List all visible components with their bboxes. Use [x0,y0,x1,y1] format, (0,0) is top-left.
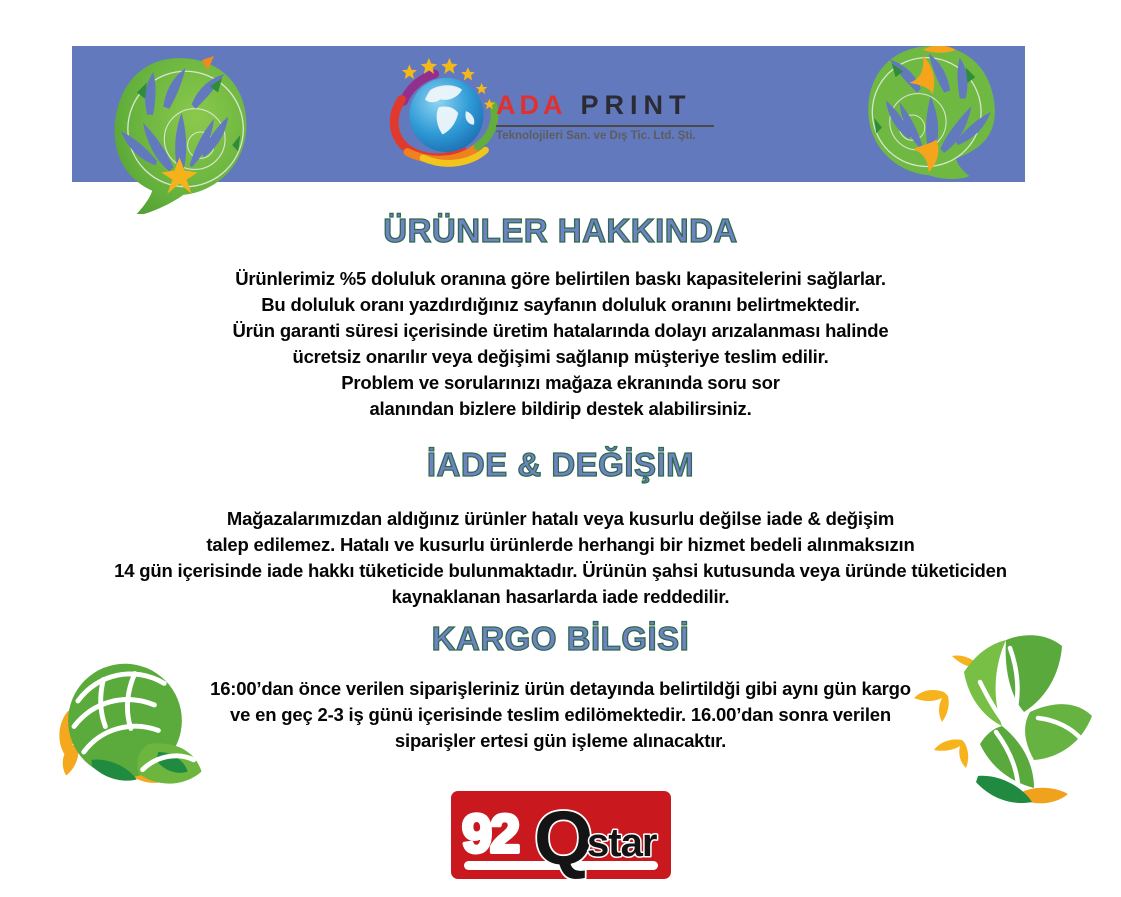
paragraph-line: Ürün garanti süresi içerisinde üretim hatalarında dolayı arızalanması halinde [232,320,889,341]
paragraph-line: alanından bizlere bildirip destek alabilirsiniz. [369,398,752,419]
leaf-bunch-bottom-right-icon [910,622,1100,822]
paragraph-about-products [0,266,1121,422]
leaf-ball-bottom-left-icon [40,650,208,802]
company-name [496,90,718,121]
paragraph-line: talep edilemez. Hatalı ve kusurlu ürünlerde herhangi bir hizmet bedeli alınmaksızın [206,534,915,555]
leaf-spiral-left-icon [90,52,268,214]
paragraph-line: siparişler ertesi gün işleme alınacaktır. [394,730,727,751]
company-logo-text [496,90,718,142]
paragraph-line: 14 gün içerisinde iade hakkı tüketicide bulunmaktadır. Ürünün şahsi kutusunda veya üründe tüketiciden [114,560,1007,581]
company-name-secondary: PRINT [580,90,692,120]
qstar-q-glyph: Q [534,796,594,880]
company-name-primary: ADA [496,90,567,120]
paragraph-line: 16:00’dan önce verilen siparişleriniz ürün detayında belirtildği gibi aynı gün kargo [210,678,911,699]
globe-with-stars-icon [384,58,506,172]
paragraph-line: ücretsiz onarılır veya değişimi sağlanıp müşteriye teslim edilir. [292,346,829,367]
company-subtitle: Teknolojileri San. ve Dış Tic. Ltd. Şti. [496,130,696,142]
qstar-star-text: star [587,821,657,865]
section-title-returns-exchange: İADE & DEĞİŞİM [426,446,695,483]
paragraph-returns-exchange [0,506,1121,610]
paragraph-line: Mağazalarımızdan aldığınız ürünler hatalı veya kusurlu değilse iade & değişim [226,508,895,529]
qstar-left-glyph: 92 [462,804,519,864]
paragraph-line: ve en geç 2-3 iş günü içerisinde teslim edilömektedir. 16.00’dan sonra verilen [230,704,891,725]
qstar-brand-logo [450,790,672,880]
logo-divider [496,125,714,127]
header-banner [72,46,1025,182]
section-title-about-products: ÜRÜNLER HAKKINDA [383,212,738,249]
section-title-shipping-info: KARGO BİLGİSİ [431,620,690,657]
paragraph-line: Ürünlerimiz %5 doluluk oranına göre belirtilen baskı kapasitelerini sağlarlar. [235,268,886,289]
paragraph-line: Problem ve sorularınızı mağaza ekranında soru sor [341,372,780,393]
paragraph-line: Bu doluluk oranı yazdırdığınız sayfanın doluluk oranını belirtmektedir. [261,294,860,315]
leaf-spiral-right-icon [847,46,1019,182]
paragraph-line: kaynaklanan hasarlarda iade reddedilir. [391,586,730,607]
